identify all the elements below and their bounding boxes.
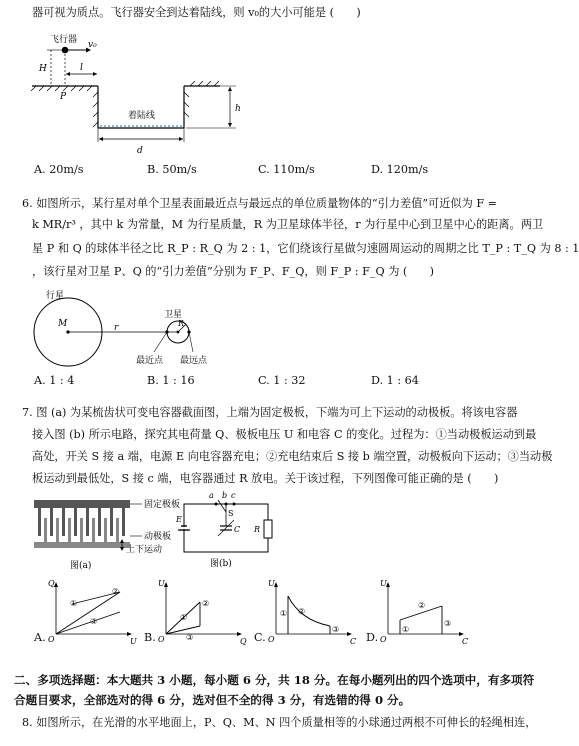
- switch-b-label: b: [222, 491, 228, 500]
- v0-label: v₀: [88, 40, 97, 50]
- farthest-label: 最远点: [180, 356, 208, 366]
- h-label: h: [235, 104, 241, 114]
- svg-text:O: O: [268, 635, 275, 644]
- q7-line1: 7. 图 (a) 为某梳齿状可变电容器截面图，上端为固定极板，下端为可上下运动的动极板。将该电容器: [22, 406, 518, 419]
- q5-option-d[interactable]: D. 120m/s: [371, 163, 429, 176]
- q7-line2: 接入图 (b) 所示电路，探究其电荷量 Q、极板电压 U 和电容 C 的变化。过程为：①当动极板运动到最: [32, 428, 537, 441]
- q5-figure: [30, 30, 270, 156]
- capacitor-C-label: C: [234, 525, 241, 534]
- q7-option-b[interactable]: B.: [144, 631, 156, 644]
- section2-line1: 二、多项选择题：本大题共 3 小题，每小题 6 分，共 18 分。在每小题列出的四个选项中，有多项符: [14, 673, 535, 687]
- q5-option-c[interactable]: C. 110m/s: [258, 163, 315, 176]
- q5-option-a[interactable]: A. 20m/s: [34, 163, 84, 176]
- svg-text:Q: Q: [240, 637, 247, 646]
- svg-text:③: ③: [186, 633, 194, 642]
- M-label: M: [58, 319, 68, 329]
- satellite-label: 卫星: [164, 310, 183, 320]
- svg-text:①: ①: [280, 609, 288, 618]
- switch-S-label: S: [228, 509, 234, 518]
- svg-text:C: C: [350, 637, 357, 646]
- svg-text:O: O: [380, 635, 387, 644]
- svg-text:U: U: [380, 579, 387, 588]
- q7-option-a[interactable]: A.: [34, 631, 46, 644]
- q6-option-a[interactable]: A. 1 : 4: [34, 374, 75, 387]
- q6-option-c[interactable]: C. 1 : 32: [258, 374, 306, 387]
- svg-text:①: ①: [180, 613, 188, 622]
- q5-option-b[interactable]: B. 50m/s: [147, 163, 197, 176]
- q6-line3: 星 P 和 Q 的球体半径之比 R_P : R_Q 为 2 : 1，它们绕该行星做匀速圆周运动的周期之比 T_P : T_Q 为 8 : 1: [32, 242, 579, 255]
- figure-b-caption: 图(b): [210, 559, 232, 569]
- svg-text:U: U: [158, 579, 165, 588]
- svg-text:O: O: [48, 635, 55, 644]
- moving-plate-label: 动极板: [144, 532, 172, 542]
- q5-intro: 器可视为质点。飞行器安全到达着陆线，则 v₀的大小可能是 ( ): [32, 6, 361, 19]
- switch-c-label: c: [231, 491, 236, 500]
- resistor-R-label: R: [254, 525, 261, 534]
- q7-line4: 板运动到最低处，S 接 c 端，电容器通过 R 放电。关于该过程，下列图像可能正确的是 ( ): [32, 472, 499, 485]
- q6-option-d[interactable]: D. 1 : 64: [371, 374, 419, 387]
- svg-text:①: ①: [402, 625, 410, 634]
- P-label: P: [60, 92, 67, 102]
- q7-option-d[interactable]: D.: [366, 631, 379, 644]
- graph-d: [380, 579, 468, 646]
- svg-text:①: ①: [70, 599, 78, 608]
- svg-text:U: U: [268, 579, 275, 588]
- H-label: H: [39, 64, 47, 74]
- q6-line4: ，该行星对卫星 P、Q 的“引力差值”分别为 F_P、F_Q，则 F_P : F_Q 为 ( ): [32, 265, 435, 278]
- svg-text:②: ②: [112, 587, 120, 596]
- landing-label: 着陆线: [128, 111, 156, 121]
- q7-option-c[interactable]: C.: [254, 631, 266, 644]
- svg-text:C: C: [462, 637, 469, 646]
- svg-text:②: ②: [202, 599, 210, 608]
- svg-text:U: U: [130, 637, 137, 646]
- updown-label: 上下运动: [126, 545, 163, 555]
- nearest-label: 最近点: [136, 356, 164, 366]
- r-label: r: [114, 323, 119, 333]
- svg-text:③: ③: [90, 617, 98, 626]
- q8-line1: 8. 如图所示，在光滑的水平地面上，P、Q、M、N 四个质量相等的小球通过两根不可伸长的轻绳相连，: [22, 716, 537, 729]
- q6-figure: [28, 290, 228, 370]
- switch-a-label: a: [209, 491, 214, 500]
- svg-text:②: ②: [298, 607, 306, 616]
- q6-option-b[interactable]: B. 1 : 16: [147, 374, 195, 387]
- planet-label: 行星: [46, 291, 65, 301]
- graph-b: [158, 579, 247, 646]
- R-label: R: [178, 319, 185, 328]
- svg-text:③: ③: [444, 619, 452, 628]
- d-label: d: [137, 146, 143, 156]
- q7-graphs: [30, 580, 510, 650]
- section2-line2: 合题目要求，全部选对的得 6 分，选对但不全的得 3 分，有选错的得 0 分。: [14, 693, 411, 707]
- source-E-label: E: [176, 515, 182, 524]
- capacitor-figure-a: [30, 494, 180, 574]
- graph-c: [268, 579, 356, 646]
- q6-line2: k MR/r³ ，其中 k 为常量，M 为行星质量，R 为卫星球体半径，r 为行星中心到卫星中心的距离。两卫: [32, 218, 544, 231]
- svg-text:③: ③: [332, 625, 340, 634]
- svg-text:②: ②: [418, 601, 426, 610]
- svg-text:Q: Q: [48, 579, 55, 588]
- q6-line1: 6. 如图所示，某行星对单个卫星表面最近点与最远点的单位质量物体的“引力差值”可近似为 F =: [22, 197, 498, 210]
- svg-text:O: O: [158, 635, 165, 644]
- circuit-figure-b: [176, 490, 286, 572]
- aircraft-label: 飞行器: [50, 35, 78, 45]
- l-label: l: [80, 63, 83, 73]
- fixed-plate-label: 固定极板: [144, 500, 181, 510]
- figure-a-caption: 图(a): [70, 561, 92, 571]
- q7-line3: 高处，开关 S 接 a 端，电源 E 向电容器充电；②充电结束后 S 接 b 端空置，动极板向下运动；③当动极: [32, 450, 553, 463]
- graph-a: [48, 579, 137, 646]
